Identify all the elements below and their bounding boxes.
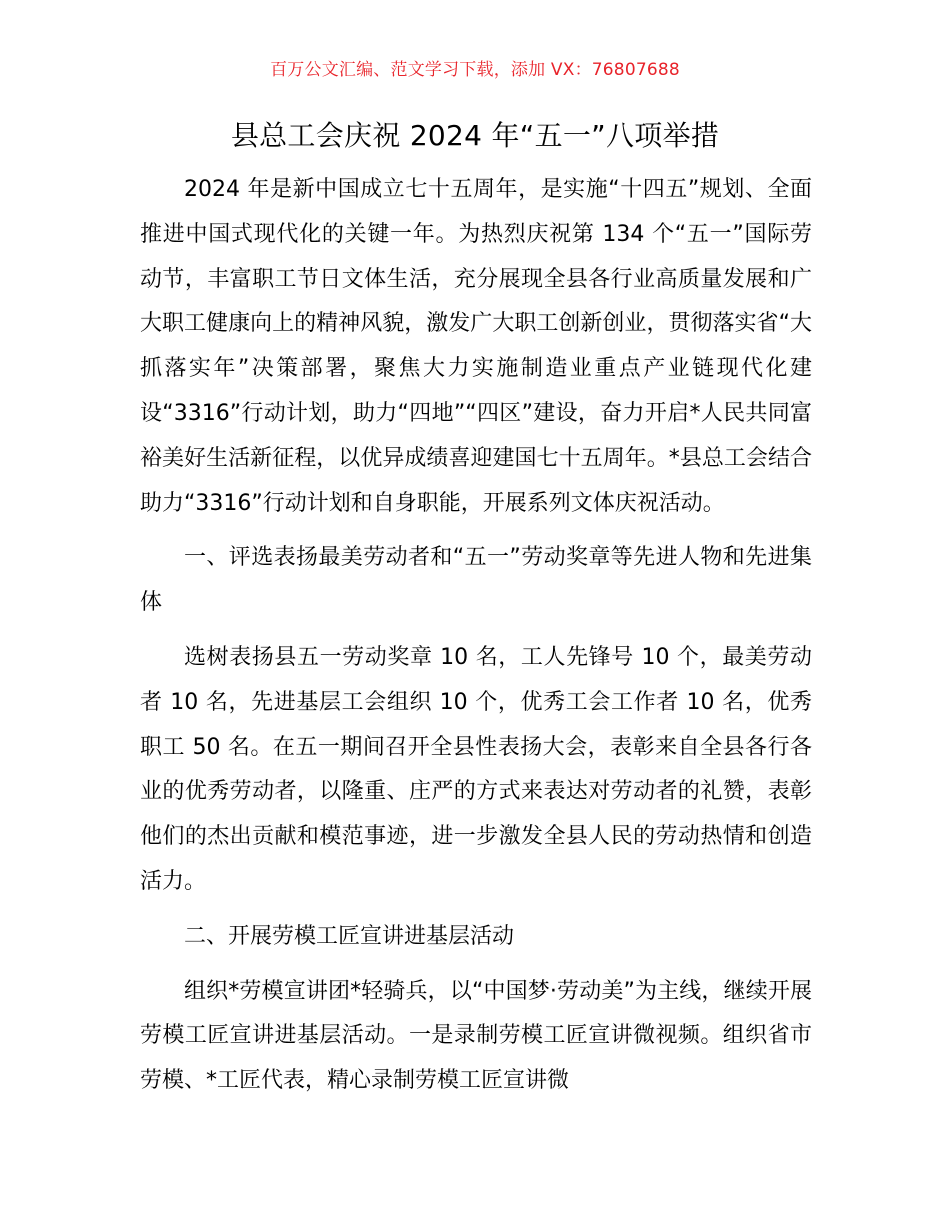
promo-banner: 百万公文汇编、范文学习下载，添加 VX：76807688: [270, 60, 680, 80]
intro-paragraph: 2024 年是新中国成立七十五周年，是实施“十四五”规划、全面推进中国式现代化的关键一年。为热烈庆祝第 134 个“五一”国际劳动节，丰富职工节日文体生活，充分展现全县各行业高质量发展和广大职工健康向上的精神风貌，激发广大职工创新创业，贯彻落实省“大抓落实年”决策部署，聚焦大力实施制造业重点产业链现代化建设“3316”行动计划，助力“四地”“四区”建设，奋力开启*人民共同富裕美好生活新征程，以优异成绩喜迎建国七十五周年。*县总工会结合助力“3316”行动计划和自身职能，开展系列文体庆祝活动。: [140, 177, 812, 516]
document-title: 县总工会庆祝 2024 年“五一”八项举措: [230, 119, 720, 152]
section-heading-1: 一、评选表扬最美劳动者和“五一”劳动奖章等先进人物和先进集体: [140, 545, 812, 616]
section-paragraph-1: 选树表扬县五一劳动奖章 10 名，工人先锋号 10 个，最美劳动者 10 名，先进基层工会组织 10 个，优秀工会工作者 10 名，优秀职工 50 名。在五一期间召开全县性表扬大会，表彰来自全县各行各业的优秀劳动者，以隆重、庄严的方式来表达对劳动者的礼赞，表彰他们的杰出贡献和模范事迹，进一步激发全县人民的劳动热情和创造活力。: [140, 644, 812, 894]
section-heading-2: 二、开展劳模工匠宣讲进基层活动: [184, 923, 515, 949]
document-body: [140, 168, 812, 1110]
section-paragraph-2: 组织*劳模宣讲团*轻骑兵，以“中国梦·劳动美”为主线，继续开展劳模工匠宣讲进基层活动。一是录制劳模工匠宣讲微视频。组织省市劳模、*工匠代表，精心录制劳模工匠宣讲微: [140, 978, 812, 1094]
